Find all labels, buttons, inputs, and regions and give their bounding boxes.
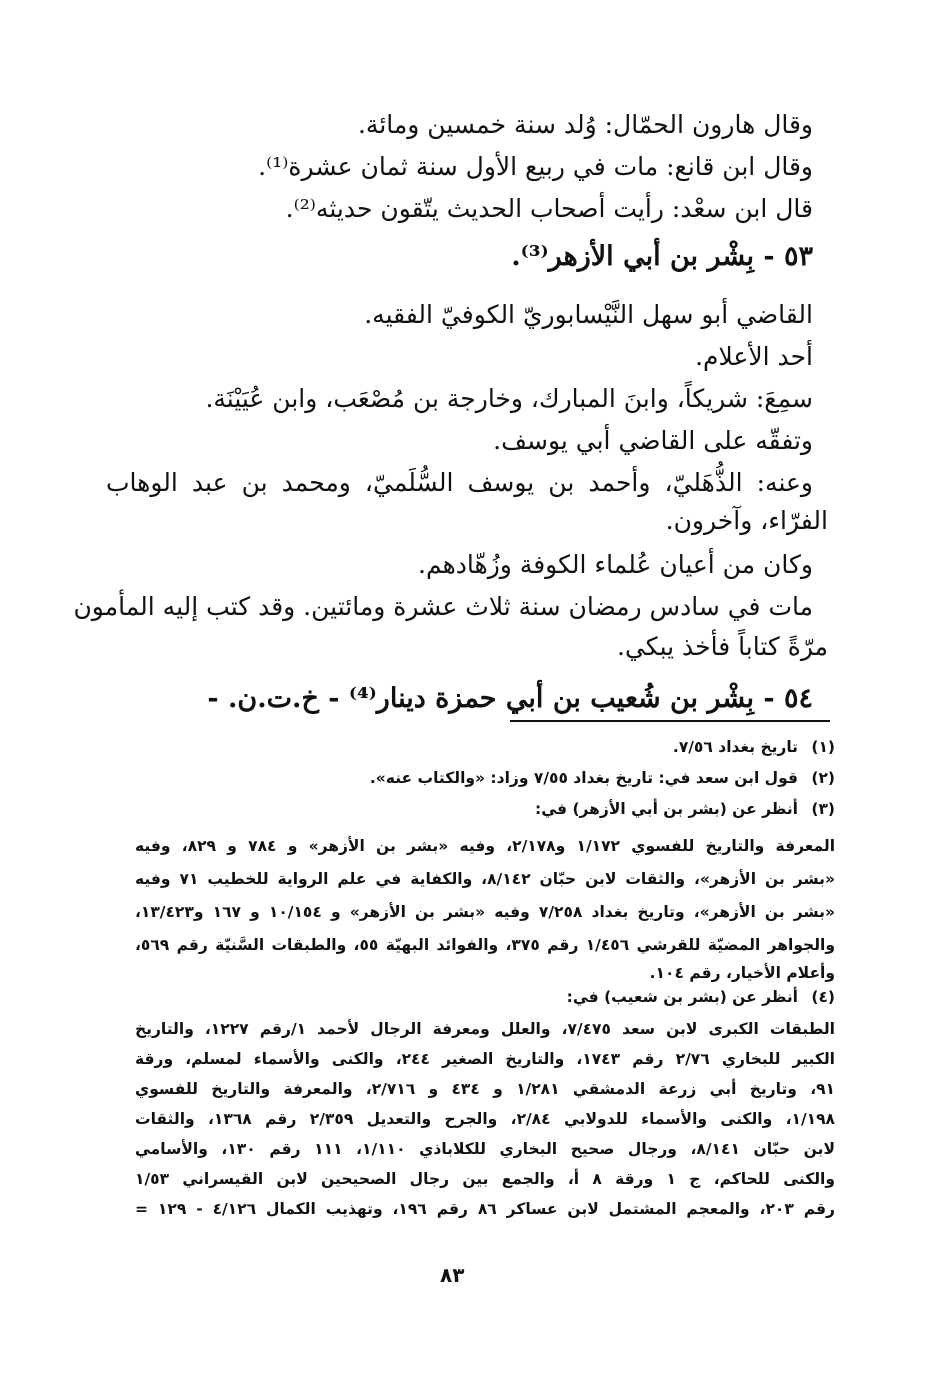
footnote-number: (١): [811, 738, 835, 756]
footnote-text: المعرفة والتاريخ للفسوي ١/١٧٢ و٢/١٧٨، وفيه «بشر بن الأزهر» و ٧٨٤ و ٨٢٩، وفيه: [135, 837, 836, 855]
footnote-text: ١/١٩٨، والكنى والأسماء للدولابي ٢/٨٤، والجرح والتعديل ٢/٣٥٩ رقم ١٣٦٨، والثقات: [135, 1110, 835, 1128]
text-line: وتفقّه على القاضي أبي يوسف.: [493, 426, 813, 455]
footnote-text: أنظر عن (بشر بن أبي الأزهر) في:: [535, 800, 798, 818]
footnote-text: لابن حبّان ٨/١٤١، ورجال صحيح البخاري للكلاباذي ١/١١٠، ١١١ رقم ١٣٠، والأسامي: [135, 1140, 835, 1158]
text-line: مرّةً كتاباً فأخذ يبكي.: [617, 632, 828, 661]
footnote-text: تاريخ بغداد ٧/٥٦.: [672, 738, 798, 756]
text-line: أحد الأعلام.: [695, 342, 813, 371]
text-line: القاضي أبو سهل النَّيْسابوريّ الكوفيّ الفقيه.: [364, 300, 813, 329]
footnote-text: ٩١، وتاريخ أبي زرعة الدمشقي ١/٢٨١ و ٤٣٤ و ٢/٧١٦، والمعرفة والتاريخ للفسوي: [135, 1080, 836, 1098]
footnote-text: والجواهر المضيّة للقرشي ١/٤٥٦ رقم ٣٧٥، والفوائد البهيّة ٥٥، والطبقات السَّنيّة رقم ٥٦٩،: [135, 936, 835, 954]
text-line: قال ابن سعْد: رأيت أصحاب الحديث يتّقون حديثه⁽²⁾.: [285, 194, 813, 223]
text-line: وعنه: الذُّهَليّ، وأحمد بن يوسف السُّلَميّ، ومحمد بن عبد الوهاب: [106, 468, 813, 497]
footnote-number: (٤): [811, 988, 835, 1006]
footnote-text: «بشر بن الأزهر»، والثقات لابن حبّان ٨/١٤٢، والكفاية في علم الرواية للخطيب ٧١ وفيه: [135, 870, 835, 888]
text-line: مات في سادس رمضان سنة ثلاث عشرة ومائتين. وقد كتب إليه المأمون: [73, 592, 813, 621]
footnote-text: الطبقات الكبرى لابن سعد ٧/٤٧٥، والعلل ومعرفة الرجال لأحمد ١/رقم ١٢٢٧، والتاريخ: [135, 1020, 835, 1038]
entry-heading-53: ٥٣ - بِشْر بن أبي الأزهر⁽³⁾.: [511, 241, 813, 272]
footnote-text: رقم ٢٠٣، والمعجم المشتمل لابن عساكر ٨٦ رقم ١٩٦، وتهذيب الكمال ٤/١٢٦ - ١٢٩ =: [135, 1200, 835, 1218]
entry-heading-54: ٥٤ - بِشْر بن شُعيب بن أبي حمزة دينار⁽⁴⁾ - خ.ت.ن. -: [207, 683, 813, 714]
footnote-text: أنظر عن (بشر بن شعيب) في:: [566, 988, 798, 1006]
footnote-text: وأعلام الأخيار، رقم ١٠٤.: [649, 964, 835, 982]
footnote-text: الكبير للبخاري ٢/٧٦ رقم ١٧٤٣، والتاريخ الصغير ٢٤٤، والكنى والأسماء لمسلم، ورقة: [135, 1050, 835, 1068]
text-line: الفرّاء، وآخرون.: [665, 506, 828, 535]
footnote-divider: [510, 720, 830, 722]
text-line: وقال هارون الحمّال: وُلد سنة خمسين ومائة.: [357, 110, 813, 139]
text-line: سمِعَ: شريكاً، وابنَ المبارك، وخارجة بن مُصْعَب، وابن عُيَيْنَة.: [205, 384, 813, 413]
footnote-text: «بشر بن الأزهر»، وتاريخ بغداد ٧/٢٥٨ وفيه «بشر بن الأزهر» و ١٠/١٥٤ و ١٦٧ و١٣/٤٢٣،: [135, 903, 836, 921]
footnote-number: (٢): [811, 769, 835, 787]
page-number: ٨٣: [440, 1263, 465, 1287]
footnote-text: قول ابن سعد في: تاريخ بغداد ٧/٥٥ وزاد: «والكتاب عنه».: [369, 769, 798, 787]
footnote-text: والكنى للحاكم، ج ١ ورقة ٨ أ، والجمع بين رجال الصحيحين لابن القيسراني ١/٥٣: [135, 1170, 835, 1188]
text-line: وكان من أعيان عُلماء الكوفة وزُهّادهم.: [418, 550, 813, 579]
text-line: وقال ابن قانع: مات في ربيع الأول سنة ثمان عشرة⁽¹⁾.: [258, 152, 813, 181]
footnote-number: (٣): [811, 800, 835, 818]
